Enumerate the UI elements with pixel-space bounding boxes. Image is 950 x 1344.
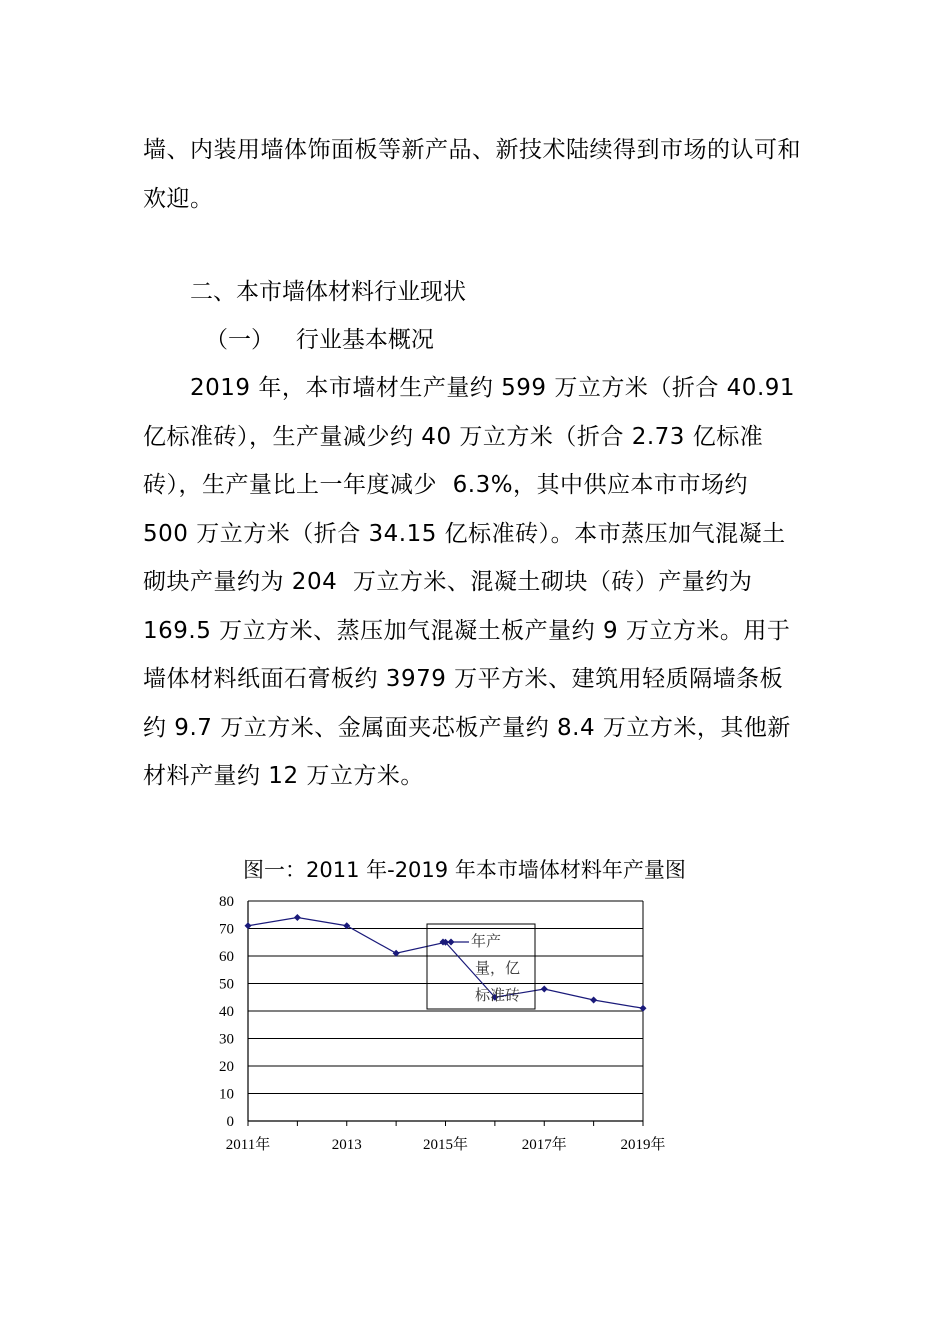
text-line: 500 万立方米（折合 34.15 亿标准砖）。本市蒸压加气混凝土	[143, 520, 786, 547]
text-line: 砖），生产量比上一年度减少 6.3%，其中供应本市市场约	[143, 472, 749, 498]
x-tick-label: 2017年	[521, 1137, 567, 1153]
data-point	[294, 914, 301, 921]
y-tick-label: 20	[219, 1059, 234, 1075]
x-tick-label: 2015年	[422, 1137, 469, 1153]
y-tick-label: 60	[219, 949, 234, 965]
line-chart	[205, 890, 685, 1170]
text-line: 砌块产量约为 204 万立方米、混凝土砌块（砖）产量约为	[143, 569, 753, 595]
text-line: 169.5 万立方米、蒸压加气混凝土板产量约 9 万立方米。用于	[143, 617, 791, 644]
text-line: 材料产量约 12 万立方米。	[143, 763, 424, 789]
legend-marker	[448, 939, 455, 946]
paragraph-main	[143, 364, 813, 801]
y-tick-label: 70	[219, 921, 234, 938]
y-tick-label: 10	[219, 1086, 234, 1103]
y-tick-label: 40	[219, 1004, 234, 1020]
data-point	[541, 986, 548, 993]
y-tick-label: 30	[219, 1031, 234, 1048]
x-tick-label: 2013	[331, 1137, 362, 1153]
data-point	[590, 997, 597, 1004]
section-heading: 二、本市墙体材料行业现状	[190, 279, 466, 305]
y-tick-label: 0	[226, 1114, 234, 1130]
text-line: 亿标准砖），生产量减少约 40 万立方米（折合 2.73 亿标准	[143, 423, 764, 450]
x-tick-label: 2011年	[225, 1137, 271, 1153]
text-line: 墙、内装用墙体饰面板等新产品、新技术陆续得到市场的认可和	[143, 137, 801, 163]
figure-caption: 图一：2011 年-2019 年本市墙体材料年产量图	[243, 858, 686, 882]
text-line: 约 9.7 万立方米、金属面夹芯板产量约 8.4 万立方米，其他新	[143, 714, 791, 741]
legend-label: 量，亿	[475, 959, 521, 977]
text-line: 墙体材料纸面石膏板约 3979 万平方米、建筑用轻质隔墙条板	[143, 666, 784, 692]
y-tick-label: 80	[219, 894, 234, 910]
y-tick-label: 50	[219, 976, 234, 993]
x-tick-label: 2019年	[620, 1137, 666, 1153]
series-line	[248, 918, 643, 1009]
paragraph-intro	[143, 126, 813, 223]
text-line: 2019 年，本市墙材生产量约 599 万立方米（折合 40.91	[190, 375, 796, 401]
legend-label: 标准砖	[475, 986, 521, 1004]
legend-label: 年产	[471, 932, 502, 950]
text-line: 欢迎。	[143, 185, 214, 212]
subsection-heading: （一） 行业基本概况	[205, 327, 434, 353]
